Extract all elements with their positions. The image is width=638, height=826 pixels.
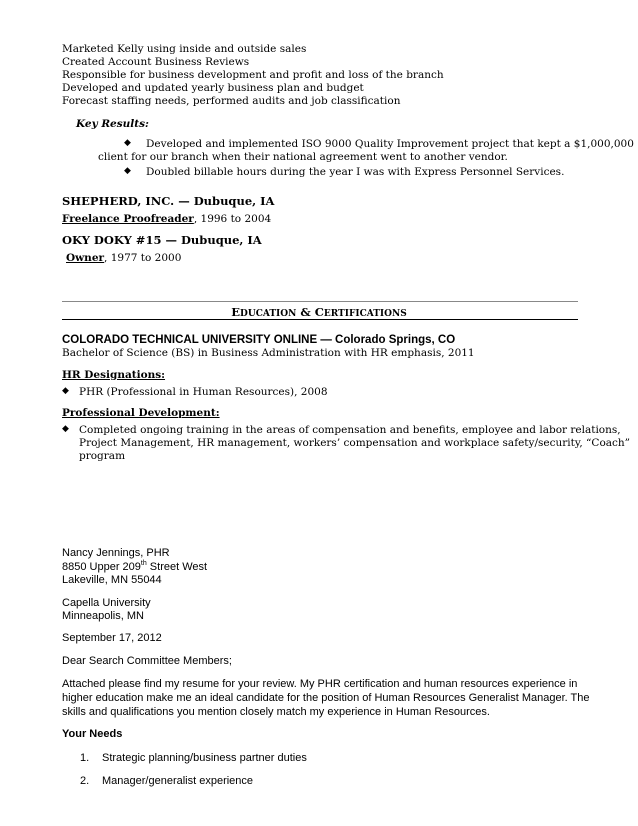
needs-item: Strategic planning/business partner duties: [102, 752, 307, 764]
duty-line: Marketed Kelly using inside and outside sales: [62, 43, 307, 55]
school-heading: COLORADO TECHNICAL UNIVERSITY ONLINE — Colorado Springs, CO: [62, 334, 456, 346]
section-divider: [62, 319, 578, 320]
key-result-text: Developed and implemented ISO 9000 Quality Improvement project that kept a $1,000,000: [146, 138, 634, 150]
diamond-bullet-icon: ◆: [124, 166, 131, 176]
degree-line: Bachelor of Science (BS) in Business Administration with HR emphasis, 2011: [62, 347, 475, 359]
development-text: Completed ongoing training in the areas of compensation and benefits, employee and labor relations,: [79, 424, 621, 436]
development-text: program: [79, 450, 126, 462]
designation-item: PHR (Professional in Human Resources), 2008: [79, 386, 328, 398]
employer-heading: SHEPHERD, INC. — Dubuque, IA: [62, 194, 275, 208]
sender-street: 8850 Upper 209th Street West: [62, 560, 208, 573]
key-results-heading: Key Results:: [76, 118, 149, 130]
hr-designations-heading: HR Designations:: [62, 369, 166, 381]
needs-item: Manager/generalist experience: [102, 775, 254, 787]
key-result-text: client for our branch when their national agreement went to another vendor.: [98, 151, 508, 163]
diamond-bullet-icon: ◆: [62, 424, 69, 434]
section-heading: EDUCATION & CERTIFICATIONS: [231, 305, 407, 319]
letter-paragraph-line: Attached please find my resume for your review. My PHR certification and human resources experience in: [62, 678, 578, 690]
employer-heading: OKY DOKY #15 — Dubuque, IA: [62, 233, 262, 247]
key-result-text: Doubled billable hours during the year I was with Express Personnel Services.: [146, 166, 565, 178]
duty-line: Developed and updated yearly business plan and budget: [62, 82, 364, 94]
development-text: Project Management, HR management, workers’ compensation and workplace safety/security, “Coach”: [79, 437, 631, 449]
recipient-city: Minneapolis, MN: [62, 610, 144, 622]
sender-city: Lakeville, MN 55044: [62, 574, 162, 586]
letter-paragraph-line: skills and qualifications you mention closely match my experience in Human Resources.: [62, 706, 490, 718]
section-divider: [62, 301, 578, 302]
needs-heading: Your Needs: [62, 728, 123, 740]
job-line: [66, 252, 181, 265]
job-title: Owner: [66, 252, 105, 264]
job-title: Freelance Proofreader: [62, 213, 194, 225]
duty-line: Forecast staffing needs, performed audits and job classification: [62, 95, 401, 107]
professional-development-heading: Professional Development:: [62, 407, 220, 419]
duty-line: Responsible for business development and profit and loss of the branch: [62, 69, 444, 81]
letter-date: September 17, 2012: [62, 632, 162, 644]
diamond-bullet-icon: ◆: [124, 138, 131, 148]
diamond-bullet-icon: ◆: [62, 386, 69, 396]
salutation: Dear Search Committee Members;: [62, 655, 232, 667]
job-dates: , 1977 to 2000: [104, 252, 182, 264]
duty-line: Created Account Business Reviews: [62, 56, 250, 68]
job-line: [62, 213, 271, 226]
sender-name: Nancy Jennings, PHR: [62, 547, 170, 559]
recipient-org: Capella University: [62, 597, 151, 609]
needs-number: 2.: [80, 775, 90, 787]
needs-number: 1.: [80, 752, 90, 764]
letter-paragraph-line: higher education make me an ideal candidate for the position of Human Resources Generalist Manager. The: [62, 692, 590, 704]
job-dates: , 1996 to 2004: [193, 213, 272, 225]
